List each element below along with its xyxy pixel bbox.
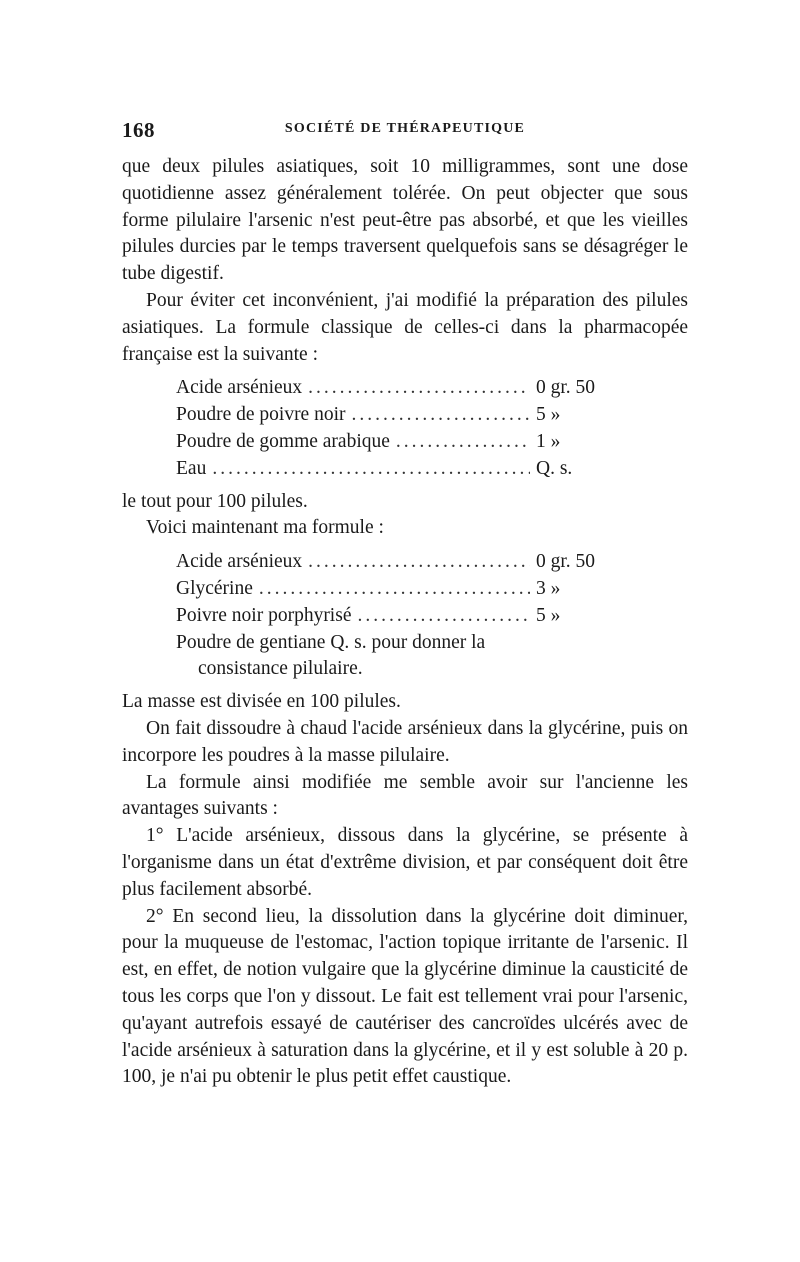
formula-ingredient: Poudre de gomme arabique: [176, 430, 390, 452]
paragraph: que deux pilules asiatiques, soit 10 milligrammes, sont une dose quotidienne assez généralement tolérée. On peut objecter que sous forme pilulaire l'arsenic n'est peut-être pas absorbé, et que les vieilles pilules durcies par le temps traversent quelquefois sans se désagréger le tube digestif.: [122, 156, 688, 285]
dot-leader: [352, 402, 530, 429]
dot-leader: [308, 549, 530, 576]
formula-row: [176, 576, 608, 603]
formula-quantity: 5 »: [536, 604, 561, 626]
formula-ingredient: Poudre de poivre noir: [176, 404, 346, 426]
formula-ingredient: Acide arsénieux: [176, 377, 303, 399]
dot-leader: [259, 576, 530, 603]
formula-ingredient: Glycérine: [176, 577, 253, 599]
formula-quantity: 0 gr. 50: [536, 551, 596, 573]
formula-ingredient: Poudre de gentiane Q. s. pour donner la: [176, 631, 486, 653]
classic-formula: [176, 375, 608, 482]
new-formula: [176, 549, 608, 683]
formula-row: [176, 402, 608, 429]
formula-row: [176, 429, 608, 456]
dot-leader: [396, 429, 530, 456]
formula-ingredient: Acide arsénieux: [176, 551, 303, 573]
formula-row: [176, 603, 608, 630]
paragraph: 1° L'acide arsénieux, dissous dans la glycérine, se présente à l'organisme dans un état d'extrême division, et par conséquent doit être plus facilement absorbé.: [122, 825, 688, 900]
formula-quantity: 3 »: [536, 577, 561, 599]
paragraph: On fait dissoudre à chaud l'acide arsénieux dans la glycérine, puis on incorpore les poudres à la masse pilulaire.: [122, 717, 688, 766]
formula-row: [176, 456, 608, 483]
paragraph: Pour éviter cet inconvénient, j'ai modifié la préparation des pilules asiatiques. La formule classique de celles-ci dans la pharmacopée française est la suivante :: [122, 289, 688, 365]
running-head: SOCIÉTÉ DE THÉRAPEUTIQUE: [284, 121, 526, 136]
paragraph: 2° En second lieu, la dissolution dans la glycérine doit diminuer, pour la muqueuse de l'estomac, l'action topique irritante de l'arsenic. Il est, en effet, de notion vulgaire que la glycérine diminue la causticité de tous les corps que l'on y dissout. Le fait est tellement vrai pour l'arsenic, qu'ayant autrefois essayé de cautériser des cancroïdes ulcérés avec de l'acide arsénieux à saturation dans la glycérine, et il y est soluble à 20 p. 100, je n'ai pu obtenir le plus petit effet caustique.: [122, 905, 688, 1088]
body-text: [122, 154, 688, 1091]
dot-leader: [212, 456, 530, 483]
formula-quantity: 0 gr. 50: [536, 377, 596, 399]
paragraph: le tout pour 100 pilules.: [122, 490, 308, 512]
paragraph: La formule ainsi modifiée me semble avoir sur l'ancienne les avantages suivants :: [122, 771, 688, 820]
formula-quantity: 5 »: [536, 404, 561, 426]
page-header: [122, 118, 688, 142]
dot-leader: [308, 375, 530, 402]
paragraph: La masse est divisée en 100 pilules.: [122, 691, 401, 713]
formula-ingredient: Poivre noir porphyrisé: [176, 604, 352, 626]
formula-quantity: 1 »: [536, 430, 561, 452]
formula-ingredient: Eau: [176, 457, 207, 479]
paragraph: Voici maintenant ma formule :: [146, 517, 384, 539]
formula-row: [176, 630, 608, 657]
page-number: 168: [122, 118, 155, 142]
dot-leader: [357, 603, 530, 630]
formula-quantity: Q. s.: [536, 457, 573, 479]
formula-continuation: consistance pilulaire.: [198, 658, 363, 680]
formula-row: [176, 549, 608, 576]
formula-row: [176, 375, 608, 402]
